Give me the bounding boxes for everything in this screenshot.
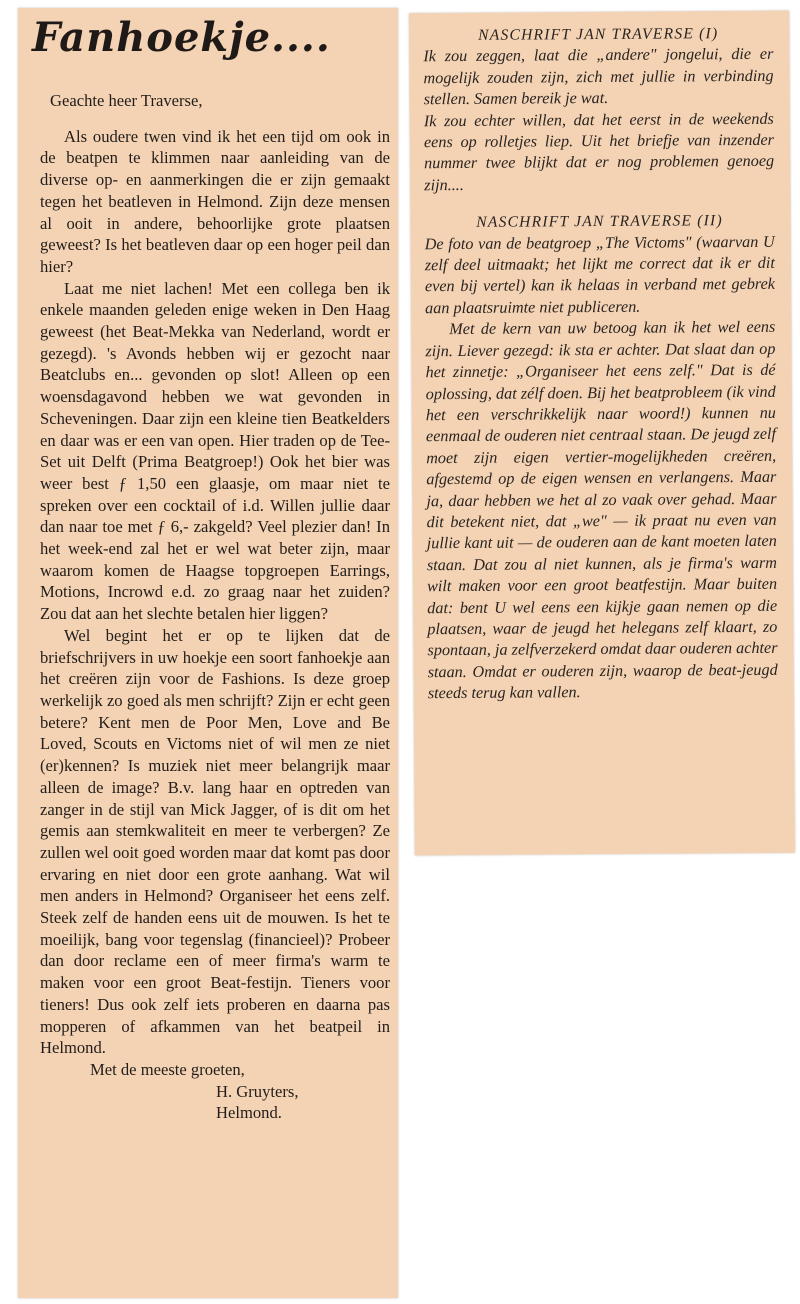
signature-name: H. Gruyters,	[216, 1081, 299, 1101]
postscript-heading-1: NASCHRIFT JAN TRAVERSE (I)	[478, 25, 719, 44]
letter-paragraph: Als oudere twen vind ik het een tijd om ook in de beatpen te klimmen naar aanleiding van de diverse op- en aanmerkingen die er zijn gemaakt tegen het beatleven in Helmond. Zijn deze mensen al ooit in andere, behoorlijke grote plaatsen geweest? Is het beatleven daar op een hoger peil dan hier?	[40, 126, 390, 276]
letter-clipping	[18, 8, 398, 1298]
editor-reply-clipping	[409, 11, 795, 856]
postscript-paragraph: De foto van de beatgroep „The Victoms" (waarvan U zelf deel uitmaakt; het lijkt me correct dat ik er dit even bij vertel) kan ik helaas in verband met gebrek aan plaatsruimte niet publiceren.	[424, 232, 776, 318]
postscript-paragraph: Ik zou echter willen, dat het eerst in de weekends eens op rolletjes liep. Uit het briefje van inzender nummer twee blijkt dat er nog problemen genoeg zijn....	[423, 109, 775, 195]
postscript-paragraph: Met de kern van uw betoog kan ik het wel eens zijn. Liever gezegd: ik sta er achter. Dat slaat dan op het zinnetje: „Organiseer het eens zelf." Dat is dé oplossing, dat zélf doen. Bij het beatprobleem (ik vind het een verschrikkelijk naar woord!) kunnen nu eenmaal de ouderen niet centraal staan. De jeugd zelf moet zijn eigen vertier-mogelijkheden creëren, afgestemd op de eigen wensen en verlangens. Maar ja, daar hebben we het al zo vaak over gehad. Maar dit betekent niet, dat „we" — ik praat nu even van jullie kant uit — de ouderen aan de kant moeten laten staan. Dat zou al niet kunnen, als je firma's warm wilt maken voor een groot beatfestijn. Maar buiten dat: bent U wel eens een kijkje gaan nemen op die plaatsen, waar de jeugd het helegans zelf klaart, zo spontaan, ja zelfverzekerd omdat daar ouderen achter staan. Omdat er ouderen zijn, waarop de beat-jeugd steeds terug kan vallen.	[425, 318, 778, 703]
signature-city: Helmond.	[216, 1103, 282, 1123]
editor-reply-body	[423, 23, 778, 705]
letter-paragraph: Laat me niet lachen! Met een collega ben ik enkele maanden geleden enige weken in Den Haag geweest (het Beat-Mekka van Nederland, wordt er gezegd). 's Avonds hebben wij er gezocht naar Beatclubs en... gevonden op slot! Alleen op een woensdagavond hebben we wat gevonden in Scheveningen. Daar zijn een kleine tien Beatkelders en daar was er een van open. Hier traden op de Tee-Set uit Delft (Prima Beatgroep!) Ook het bier was weer best ƒ 1,50 een glaasje, om maar niet te spreken over een cocktail of i.d. Willen jullie daar dan naar toe met ƒ 6,- zakgeld? Veel plezier dan! In het week-end zal het er wel wat beter zijn, maar waarom komen de Haagse topgroepen Earrings, Motions, Incrowd e.d. zo graag naar het zuiden? Zou dat aan het slechte betalen hier liggen?	[40, 278, 390, 624]
letter-closing: Met de meeste groeten,	[90, 1059, 245, 1079]
column-headline: Fanhoekje....	[32, 14, 331, 61]
letter-salutation: Geachte heer Traverse,	[50, 91, 203, 110]
letter-paragraph: Wel begint het er op te lijken dat de briefschrijvers in uw hoekje een soort fanhoekje aan het creëren zijn voor de Fashions. Is deze groep werkelijk zo goed als men schrijft? Zijn er echt geen betere? Kent men de Poor Men, Love and Be Loved, Scouts en Victoms niet of wil men ze niet (er)kennen? Is muziek niet meer belangrijk maar alleen de image? B.v. lang haar en optreden van zanger in de stijl van Mick Jagger, of is dit om het gemis aan stemkwaliteit en meer te verbergen? Ze zullen wel ooit goed worden maar dat komt pas door ervaring en niet door een grote aanhang. Wat wil men anders in Helmond? Organiseer het eens zelf. Steek zelf de handen eens uit de mouwen. Is het te moeilijk, bang voor tegenslag (financieel)? Probeer dan door reclame een of meer firma's warm te maken voor een groot Beat-festijn. Tieners voor tieners! Dus ook zelf iets proberen en daarna pas mopperen of afkammen van het beatpeil in Helmond.	[40, 625, 390, 1058]
letter-body	[40, 90, 390, 1124]
postscript-paragraph: Ik zou zeggen, laat die „andere" jongelui, die er mogelijk zouden zijn, zich met jullie in verbinding stellen. Samen bereik je wat.	[423, 45, 774, 109]
postscript-heading-2: NASCHRIFT JAN TRAVERSE (II)	[476, 212, 723, 232]
